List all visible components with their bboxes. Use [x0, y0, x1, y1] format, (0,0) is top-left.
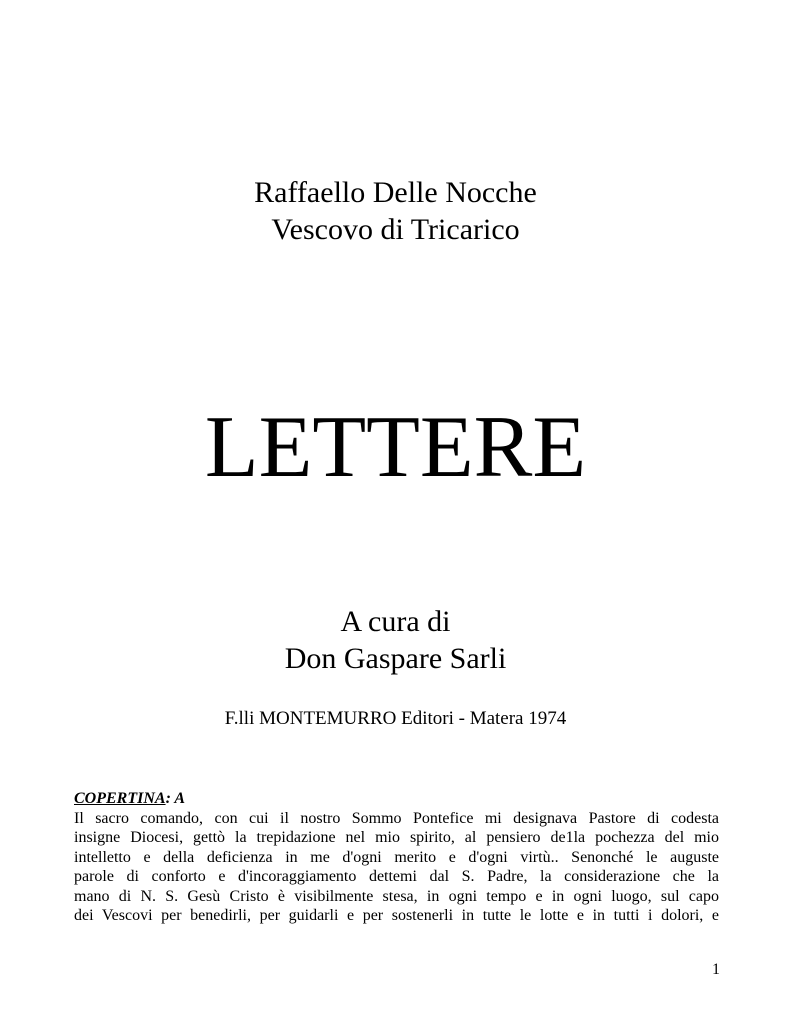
paragraph-line: parole di conforto e d'incoraggiamento dettemi dal S. Padre, la considerazione che la — [74, 868, 719, 885]
body-text — [74, 789, 719, 926]
paragraph-line: intelletto e della deficienza in me d'ogni merito e d'ogni virtù.. Senonché le auguste — [74, 848, 719, 866]
publisher-line: F.lli MONTEMURRO Editori - Matera 1974 — [224, 708, 567, 729]
author-role: Vescovo di Tricarico — [271, 213, 520, 246]
paragraph-line: dei Vescovi per benedirli, per guidarli e per sostenerli in tutte le lotte e in tutti i dolori, e — [74, 907, 719, 924]
author-block — [0, 174, 791, 248]
page-number: 1 — [712, 961, 720, 978]
section-heading — [74, 789, 719, 809]
section-heading-label: COPERTINA — [74, 790, 166, 807]
editor-block — [0, 603, 791, 677]
editor-name: Don Gaspare Sarli — [284, 642, 507, 675]
paragraph-line: insigne Diocesi, gettò la trepidazione nel mio spirito, al pensiero de1la pochezza del mio — [74, 829, 719, 846]
section-heading-suffix: : A — [165, 790, 185, 807]
book-title: LETTERE — [204, 399, 587, 496]
paragraph-line: mano di N. S. Gesù Cristo è visibilmente stesa, in ogni tempo e in ogni luogo, sul capo — [74, 887, 719, 905]
author-name: Raffaello Delle Nocche — [254, 176, 537, 209]
editor-label: A cura di — [340, 605, 451, 638]
paragraph-line: Il sacro comando, con cui il nostro Sommo Pontefice mi designava Pastore di codesta — [74, 809, 719, 827]
